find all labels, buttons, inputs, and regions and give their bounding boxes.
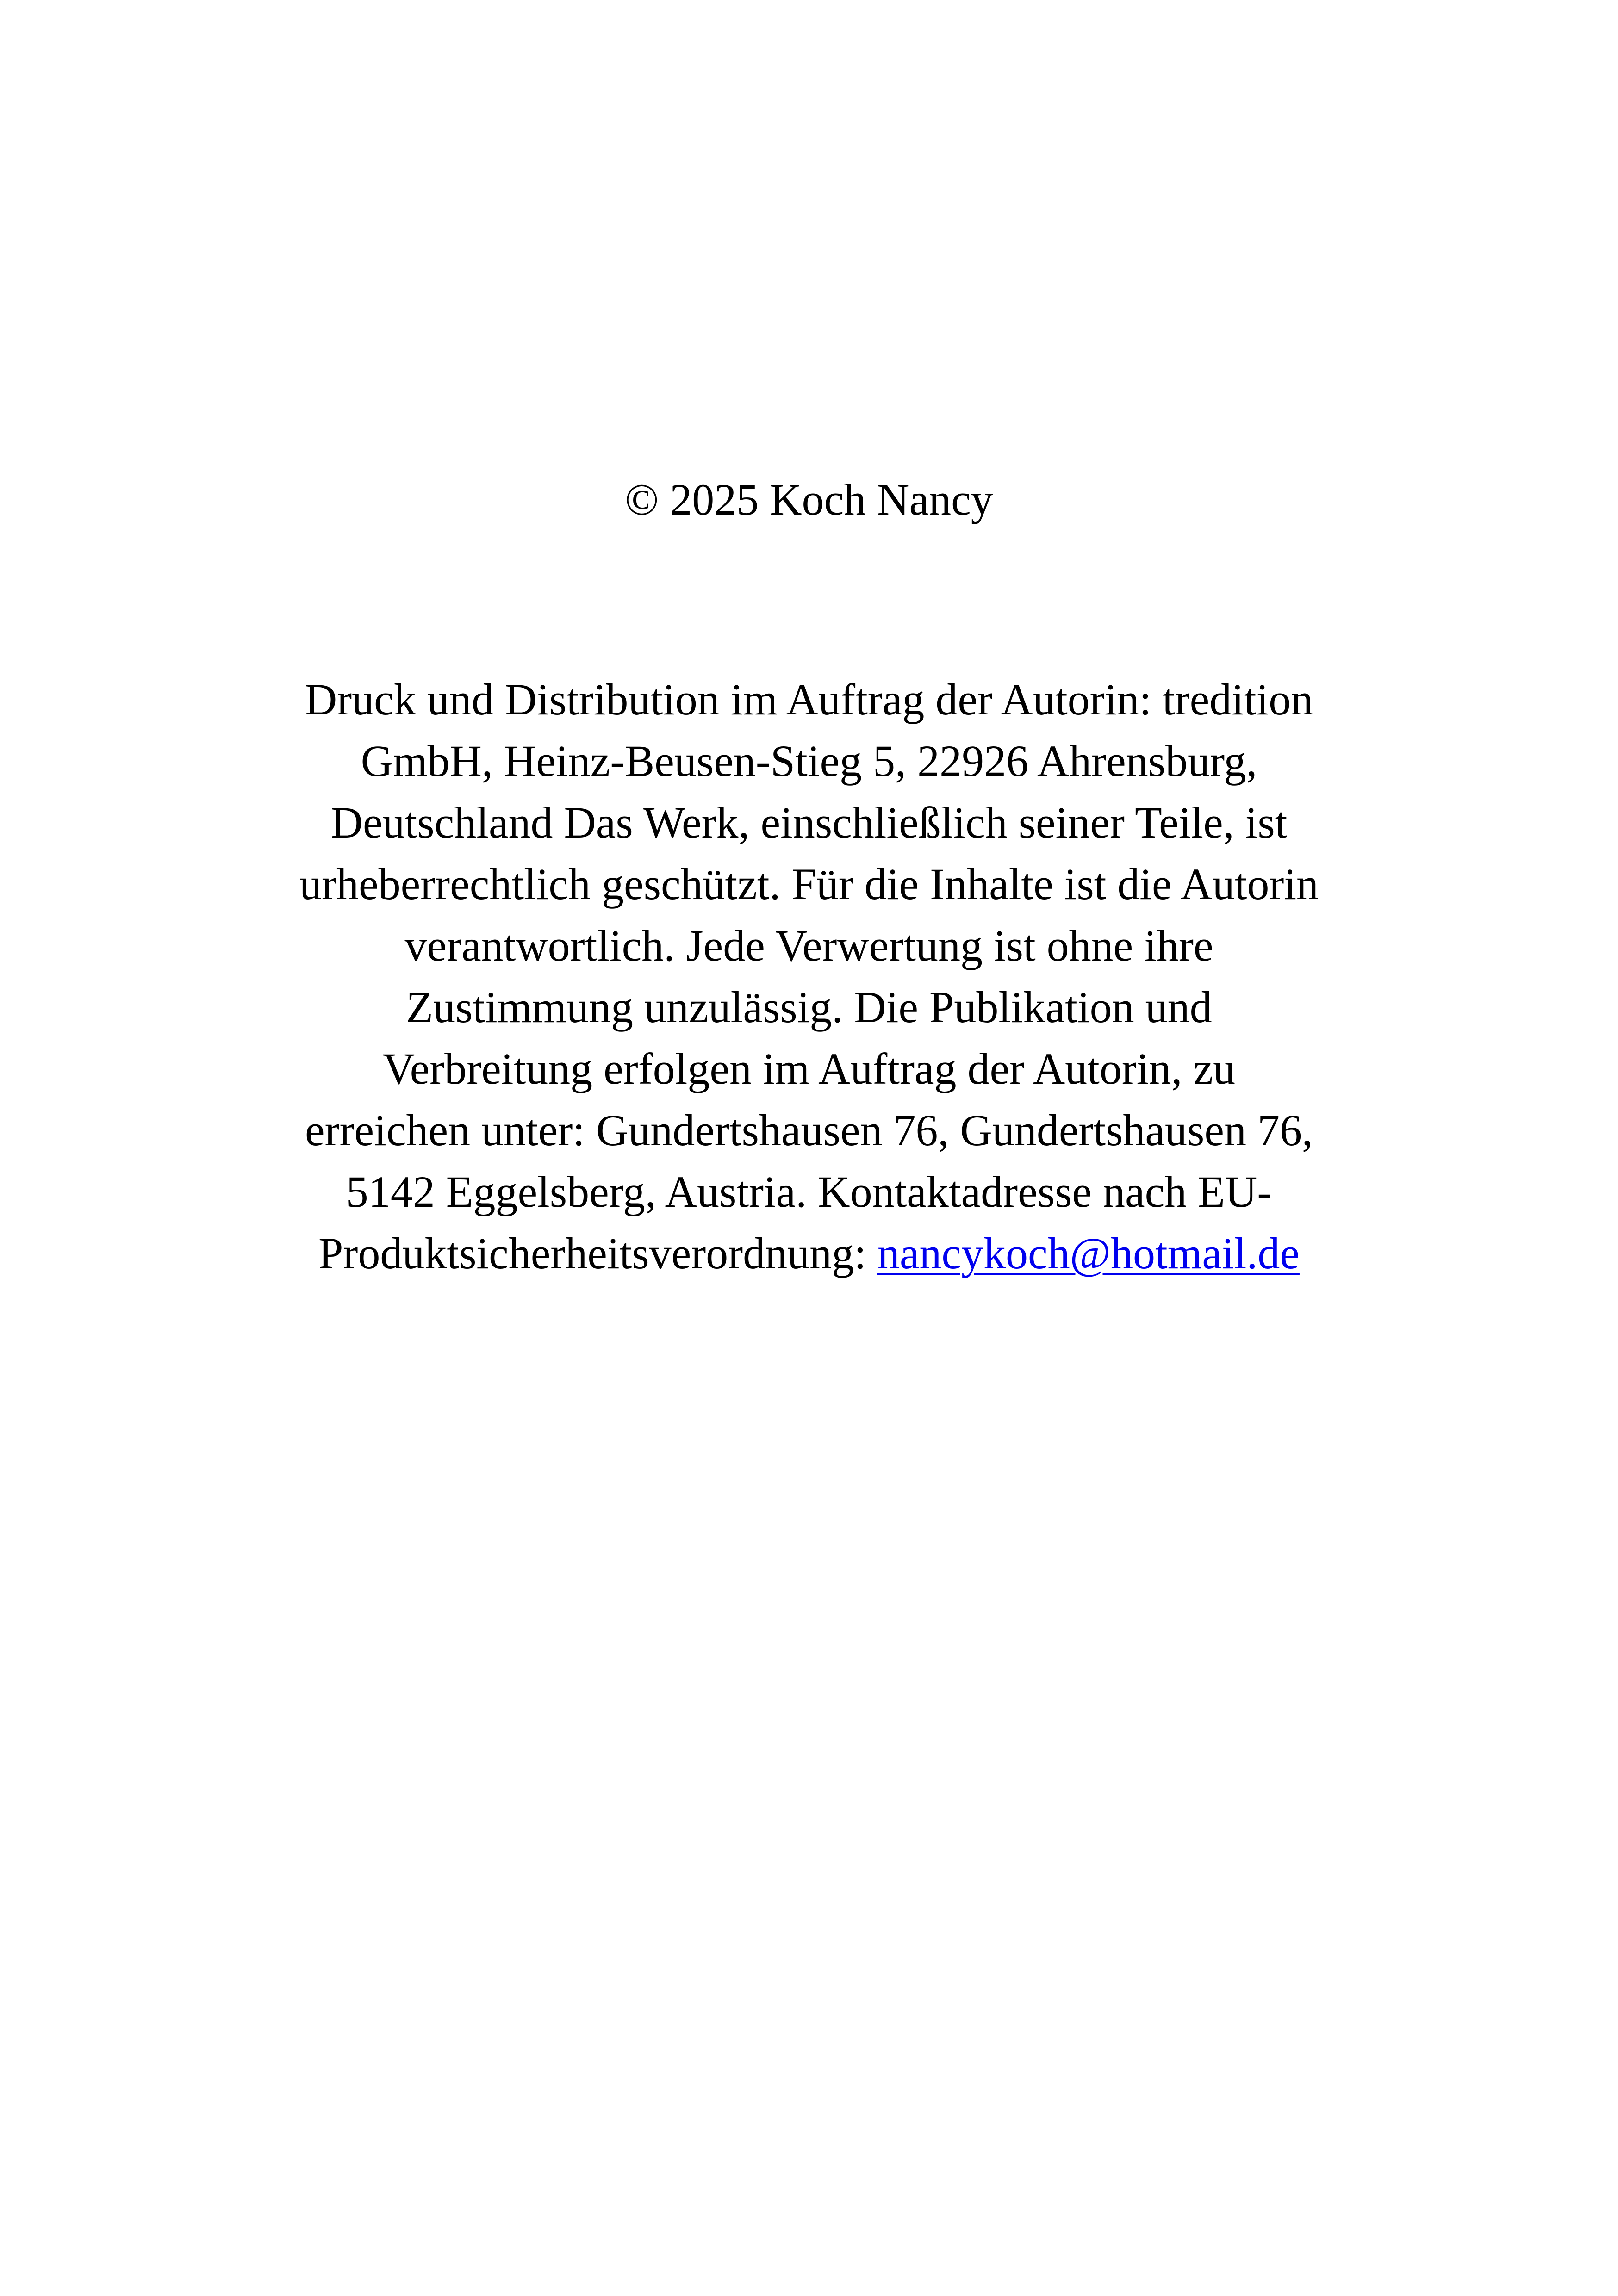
imprint-last-line <box>259 1222 1359 1284</box>
imprint-line: Verbreitung erfolgen im Auftrag der Autorin, zu <box>382 1044 1236 1093</box>
contact-label: Produktsicherheitsverordnung: <box>318 1229 877 1278</box>
imprint-line: erreichen unter: Gundertshausen 76, Gundertshausen 76, <box>305 1105 1313 1155</box>
imprint-line: Zustimmung unzulässig. Die Publikation und <box>406 982 1212 1032</box>
imprint-paragraph <box>259 669 1359 1284</box>
imprint-line: Deutschland Das Werk, einschließlich seiner Teile, ist <box>330 798 1288 847</box>
imprint-line: urheberrechtlich geschützt. Für die Inhalte ist die Autorin <box>299 859 1319 909</box>
imprint-line: 5142 Eggelsberg, Austria. Kontaktadresse nach EU- <box>346 1167 1272 1216</box>
email-link[interactable]: nancykoch@hotmail.de <box>877 1229 1300 1278</box>
imprint-line: GmbH, Heinz-Beusen-Stieg 5, 22926 Ahrensburg, <box>361 736 1257 786</box>
copyright-notice: © 2025 Koch Nancy <box>625 475 993 524</box>
imprint-line: Druck und Distribution im Auftrag der Autorin: tredition <box>305 675 1313 724</box>
imprint-line: verantwortlich. Jede Verwertung ist ohne ihre <box>404 921 1214 970</box>
